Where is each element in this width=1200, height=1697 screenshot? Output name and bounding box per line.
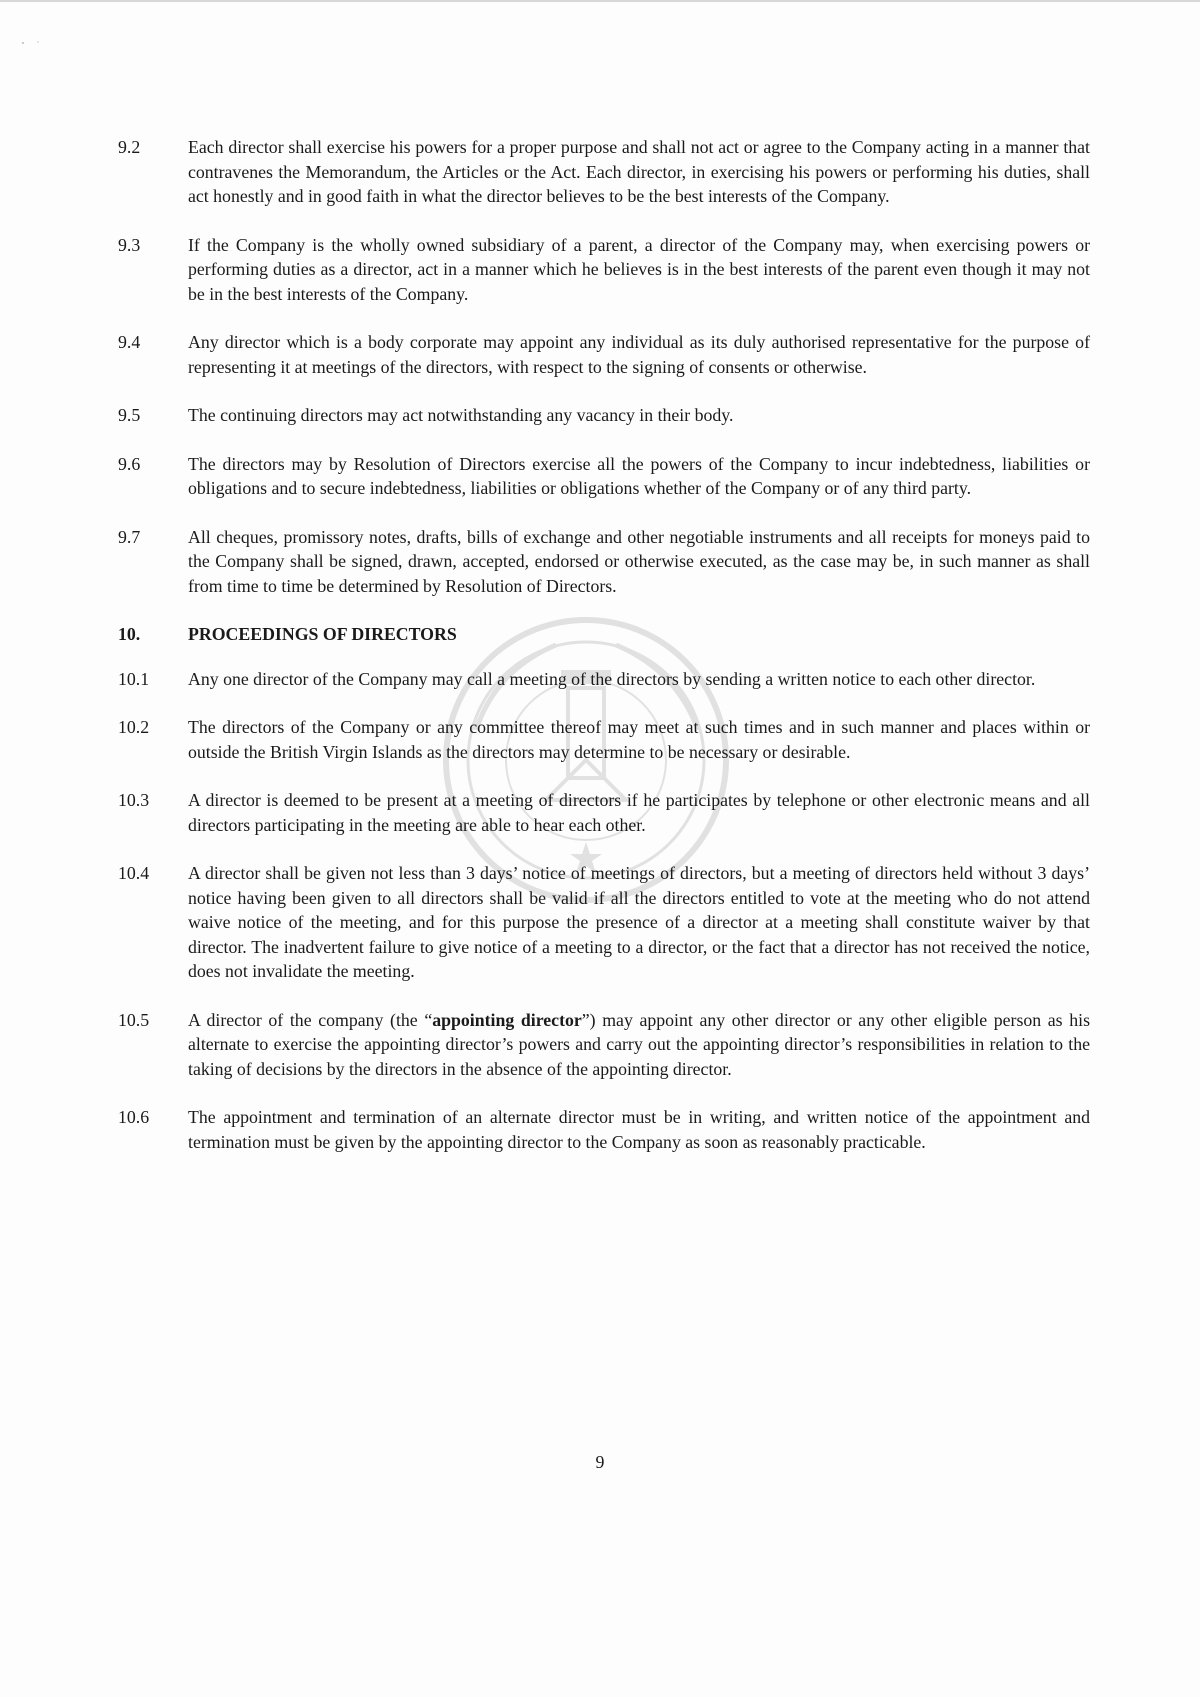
clause-text: A director shall be given not less than 3 days’ notice of meetings of directors, but a meeting of directors held without 3 days’ notice having been given to all directors shall be valid if all the directors entitled to vote at the meeting who do not attend waive notice of the meeting, and for this purpose the presence of a director at a meeting shall constitute waiver by that director. The inadvertent failure to give notice of a meeting to a director, or the fact that a director has not received the notice, does not invalidate the meeting. bbox=[188, 863, 1090, 981]
clause-number: 9.2 bbox=[118, 137, 141, 157]
clause-number: 10.5 bbox=[118, 1009, 150, 1030]
clause-text: Any director which is a body corporate may appoint any individual as its duly authorised representative for the purpose of representing it at meetings of the directors, with respect to the signing of consents or otherwise. bbox=[188, 332, 1090, 377]
clause-number: 10.4 bbox=[118, 863, 150, 883]
clause-text: The directors of the Company or any committee thereof may meet at such times and in such manner and places within or outside the British Virgin Islands as the directors may determine to be necessary or desirable. bbox=[188, 717, 1090, 762]
section-number: 10. bbox=[118, 624, 141, 644]
clause-text-part: ”) may appoint any other director or any other eligible person as his alternate to exercise the appointing director’s powers and carry out the appointing director’s responsibilities in relation to the taking of decisions by the directors in the absence of the appointing director. bbox=[188, 1009, 1090, 1079]
clause-number: 10.2 bbox=[118, 717, 150, 737]
clause-10-6 bbox=[118, 1105, 1090, 1154]
clause-text: All cheques, promissory notes, drafts, bills of exchange and other negotiable instruments and all receipts for moneys paid to the Company shall be signed, drawn, accepted, endorsed or otherwise executed, as the case may be, in such manner as shall from time to time be determined by Resolution of Directors. bbox=[188, 526, 1090, 596]
clause-text bbox=[188, 1008, 1090, 1082]
clause-9-5 bbox=[118, 403, 1090, 428]
document-body bbox=[118, 135, 1090, 1178]
clause-number: 9.4 bbox=[118, 332, 141, 352]
clause-10-5 bbox=[118, 1008, 1090, 1082]
clause-text: Each director shall exercise his powers for a proper purpose and shall not act or agree to the Company acting in a manner that contravenes the Memorandum, the Articles or the Act. Each director, in exercising his powers or performing his duties, shall act honestly and in good faith in what the director believes to be the best interests of the Company. bbox=[188, 137, 1090, 206]
clause-10-4 bbox=[118, 861, 1090, 984]
defined-term: appointing director bbox=[432, 1009, 582, 1030]
clause-number: 9.6 bbox=[118, 453, 141, 474]
clause-10-1 bbox=[118, 667, 1090, 692]
clause-number: 9.7 bbox=[118, 526, 141, 547]
clause-text-part: A director of the company (the “ bbox=[188, 1009, 433, 1030]
scan-top-edge bbox=[0, 0, 1200, 2]
clause-number: 10.3 bbox=[118, 790, 150, 810]
clause-text: If the Company is the wholly owned subsidiary of a parent, a director of the Company may, when exercising powers or performing duties as a director, act in a manner which he believes is in the best interests of the parent even though it may not be in the best interests of the Company. bbox=[188, 234, 1090, 304]
scan-speck bbox=[20, 40, 50, 46]
clause-text: The continuing directors may act notwithstanding any vacancy in their body. bbox=[188, 405, 734, 425]
clause-9-4 bbox=[118, 330, 1090, 379]
clause-text: The directors may by Resolution of Directors exercise all the powers of the Company to incur indebtedness, liabilities or obligations and to secure indebtedness, liabilities or obligations whether of the Company or of any third party. bbox=[188, 453, 1090, 498]
clause-text: The appointment and termination of an alternate director must be in writing, and written notice of the appointment and termination must be given by the appointing director to the Company as soon as reasonably practicable. bbox=[188, 1107, 1090, 1152]
clause-9-6 bbox=[118, 452, 1090, 501]
clause-text: A director is deemed to be present at a meeting of directors if he participates by telephone or other electronic means and all directors participating in the meeting are able to hear each other. bbox=[188, 790, 1090, 835]
clause-9-2 bbox=[118, 135, 1090, 209]
clause-9-3 bbox=[118, 233, 1090, 307]
clause-10-2 bbox=[118, 715, 1090, 764]
clause-number: 10.1 bbox=[118, 668, 150, 689]
section-title: PROCEEDINGS OF DIRECTORS bbox=[188, 624, 457, 644]
clause-10-3 bbox=[118, 788, 1090, 837]
page-number: 9 bbox=[595, 1452, 605, 1472]
clause-number: 9.5 bbox=[118, 405, 141, 425]
clause-text: Any one director of the Company may call a meeting of the directors by sending a written notice to each other director. bbox=[188, 668, 1036, 689]
clause-number: 10.6 bbox=[118, 1107, 150, 1127]
clause-number: 9.3 bbox=[118, 234, 141, 255]
section-heading-10 bbox=[118, 622, 1090, 647]
clause-9-7 bbox=[118, 525, 1090, 599]
